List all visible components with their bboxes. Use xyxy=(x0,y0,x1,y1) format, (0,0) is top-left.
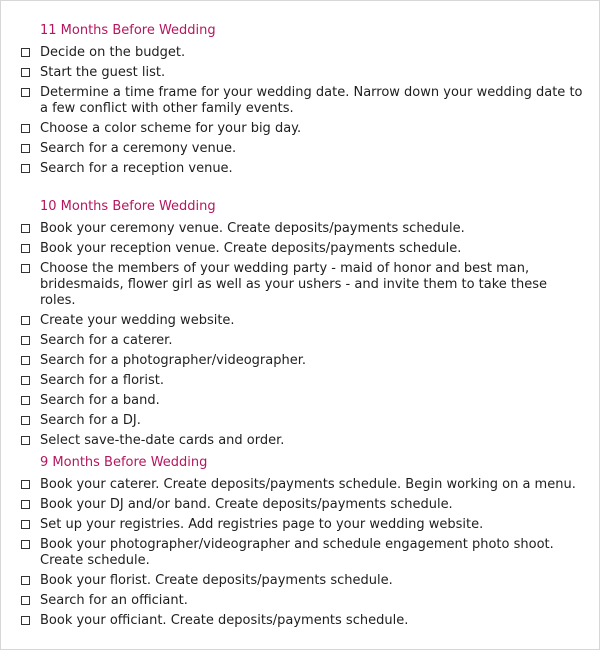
checklist-item-text: Search for a florist. xyxy=(40,373,165,388)
checklist-item xyxy=(1,497,599,513)
checklist-item xyxy=(1,261,599,309)
checklist-item xyxy=(1,121,599,137)
checkbox[interactable] xyxy=(21,356,30,365)
section-9-months xyxy=(1,453,599,629)
checklist-item-text: Choose the members of your wedding party - maid of honor and best man, bridesmaids, flower girl as well as your ushers - and invite them to take these roles. xyxy=(40,261,548,308)
checkbox[interactable] xyxy=(21,264,30,273)
checklist-item-text: Book your ceremony venue. Create deposits/payments schedule. xyxy=(40,221,465,236)
checklist-item-text: Decide on the budget. xyxy=(40,45,186,60)
checkbox[interactable] xyxy=(21,244,30,253)
checklist-item xyxy=(1,373,599,389)
checkbox[interactable] xyxy=(21,416,30,425)
checkbox[interactable] xyxy=(21,520,30,529)
checklist-item xyxy=(1,413,599,429)
checklist-item xyxy=(1,221,599,237)
checklist-item-text: Search for a ceremony venue. xyxy=(40,141,237,156)
checklist-item xyxy=(1,593,599,609)
checklist-item-text: Book your DJ and/or band. Create deposits/payments schedule. xyxy=(40,497,453,512)
checklist-item xyxy=(1,45,599,61)
checkbox[interactable] xyxy=(21,576,30,585)
section-title: 9 Months Before Wedding xyxy=(40,455,208,470)
checklist-item-text: Select save-the-date cards and order. xyxy=(40,433,285,448)
checklist-item-text: Search for a caterer. xyxy=(40,333,173,348)
checklist-item-text: Set up your registries. Add registries page to your wedding website. xyxy=(40,517,484,532)
checkbox[interactable] xyxy=(21,68,30,77)
section-title: 10 Months Before Wedding xyxy=(40,199,216,214)
checkbox[interactable] xyxy=(21,500,30,509)
checklist-item xyxy=(1,313,599,329)
checklist-item xyxy=(1,393,599,409)
checkbox[interactable] xyxy=(21,596,30,605)
checkbox[interactable] xyxy=(21,480,30,489)
checklist-item-text: Search for a photographer/videographer. xyxy=(40,353,307,368)
checklist-item-text: Choose a color scheme for your big day. xyxy=(40,121,302,136)
checklist xyxy=(1,221,599,449)
checklist-item xyxy=(1,477,599,493)
checklist-item xyxy=(1,333,599,349)
checklist-item xyxy=(1,433,599,449)
checklist-item-text: Start the guest list. xyxy=(40,65,166,80)
checkbox[interactable] xyxy=(21,164,30,173)
checklist-item xyxy=(1,241,599,257)
checkbox[interactable] xyxy=(21,540,30,549)
checklist-item-text: Search for a DJ. xyxy=(40,413,141,428)
checklist-item xyxy=(1,517,599,533)
checkbox[interactable] xyxy=(21,48,30,57)
checklist xyxy=(1,45,599,177)
checklist-item xyxy=(1,65,599,81)
checkbox[interactable] xyxy=(21,224,30,233)
checklist-item xyxy=(1,141,599,157)
checklist-item-text: Search for an officiant. xyxy=(40,593,188,608)
checkbox[interactable] xyxy=(21,436,30,445)
checklist-item xyxy=(1,85,599,117)
checklist-item-text: Book your photographer/videographer and schedule engagement photo shoot. Create schedule. xyxy=(40,537,554,568)
checkbox[interactable] xyxy=(21,144,30,153)
section-11-months xyxy=(1,21,599,177)
checklist-item xyxy=(1,613,599,629)
checklist-item-text: Determine a time frame for your wedding date. Narrow down your wedding date to a few conflict with other family events. xyxy=(40,85,583,116)
checkbox[interactable] xyxy=(21,88,30,97)
checklist-item-text: Book your florist. Create deposits/payments schedule. xyxy=(40,573,393,588)
checkbox[interactable] xyxy=(21,124,30,133)
checklist-item-text: Book your reception venue. Create deposits/payments schedule. xyxy=(40,241,462,256)
checklist-item-text: Create your wedding website. xyxy=(40,313,235,328)
checklist-item-text: Search for a band. xyxy=(40,393,160,408)
section-title: 11 Months Before Wedding xyxy=(40,23,216,38)
checklist-item xyxy=(1,353,599,369)
checkbox[interactable] xyxy=(21,376,30,385)
checkbox[interactable] xyxy=(21,316,30,325)
checkbox[interactable] xyxy=(21,396,30,405)
checklist xyxy=(1,477,599,629)
checkbox[interactable] xyxy=(21,336,30,345)
checkbox[interactable] xyxy=(21,616,30,625)
checklist-item xyxy=(1,573,599,589)
checklist-item-text: Book your caterer. Create deposits/payments schedule. Begin working on a menu. xyxy=(40,477,576,492)
checklist-item-text: Book your officiant. Create deposits/payments schedule. xyxy=(40,613,409,628)
checklist-item xyxy=(1,161,599,177)
section-10-months xyxy=(1,197,599,449)
checklist-item-text: Search for a reception venue. xyxy=(40,161,233,176)
checklist-item xyxy=(1,537,599,569)
